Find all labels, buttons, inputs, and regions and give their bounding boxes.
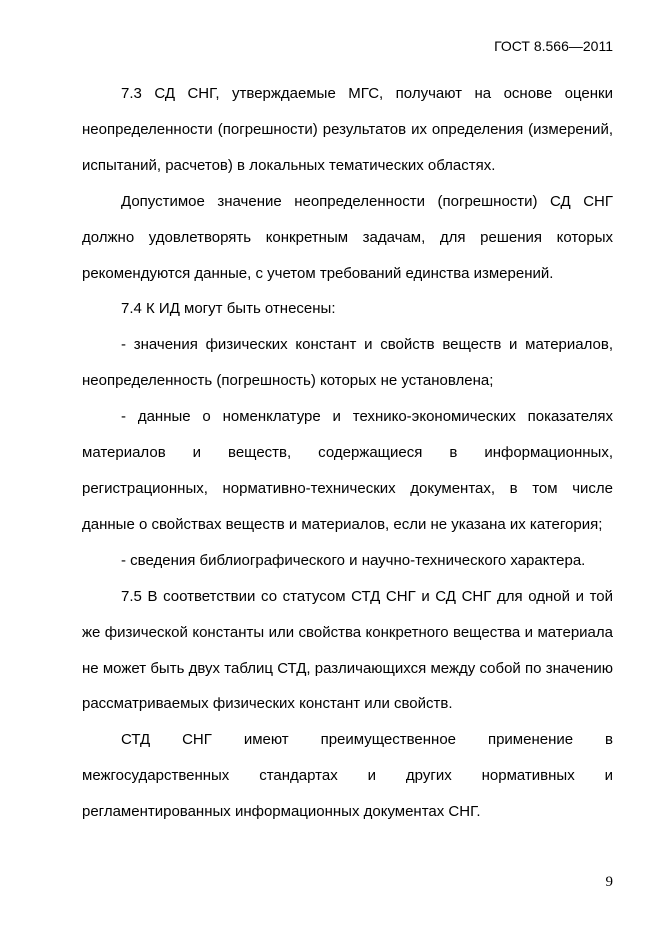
list-item-bibliographic: - сведения библиографического и научно-технического характера. (121, 551, 586, 569)
paragraph-7-4: 7.4 К ИД могут быть отнесены: (121, 300, 336, 318)
page-number: 9 (605, 874, 613, 890)
document-header: ГОСТ 8.566—2011 (494, 38, 613, 54)
paragraph-tolerance: Допустимое значение неопределенности (погрешности) СД СНГ должно удовлетворять конкретным задачам, для решения которых рекомендуются данные, с учетом требований единства измерений. (82, 192, 613, 282)
document-body (82, 76, 613, 830)
paragraph-7-5: 7.5 В соответствии со статусом СТД СНГ и СД СНГ для одной и той же физической константы или свойства конкретного вещества и материала не может быть двух таблиц СТД, различающихся между собой по значению рассматриваемых физических констант или свойств. (82, 587, 613, 713)
paragraph-priority: СТД СНГ имеют преимущественное применение в межгосударственных стандартах и других нормативных и регламентированных информационных документах СНГ. (82, 731, 613, 821)
paragraph-7-3: 7.3 СД СНГ, утверждаемые МГС, получают на основе оценки неопределенности (погрешности) результатов их определения (измерений, испытаний, расчетов) в локальных тематических областях. (82, 85, 613, 174)
list-item-nomenclature: - данные о номенклатуре и технико-экономических показателях материалов и веществ, содержащиеся в информационных, регистрационных, нормативно-технических документах, в том числе данные о свойствах веществ и материалов, если не указана их категория; (82, 408, 613, 533)
list-item-constants: - значения физических констант и свойств веществ и материалов, неопределенность (погрешность) которых не установлена; (82, 336, 613, 390)
